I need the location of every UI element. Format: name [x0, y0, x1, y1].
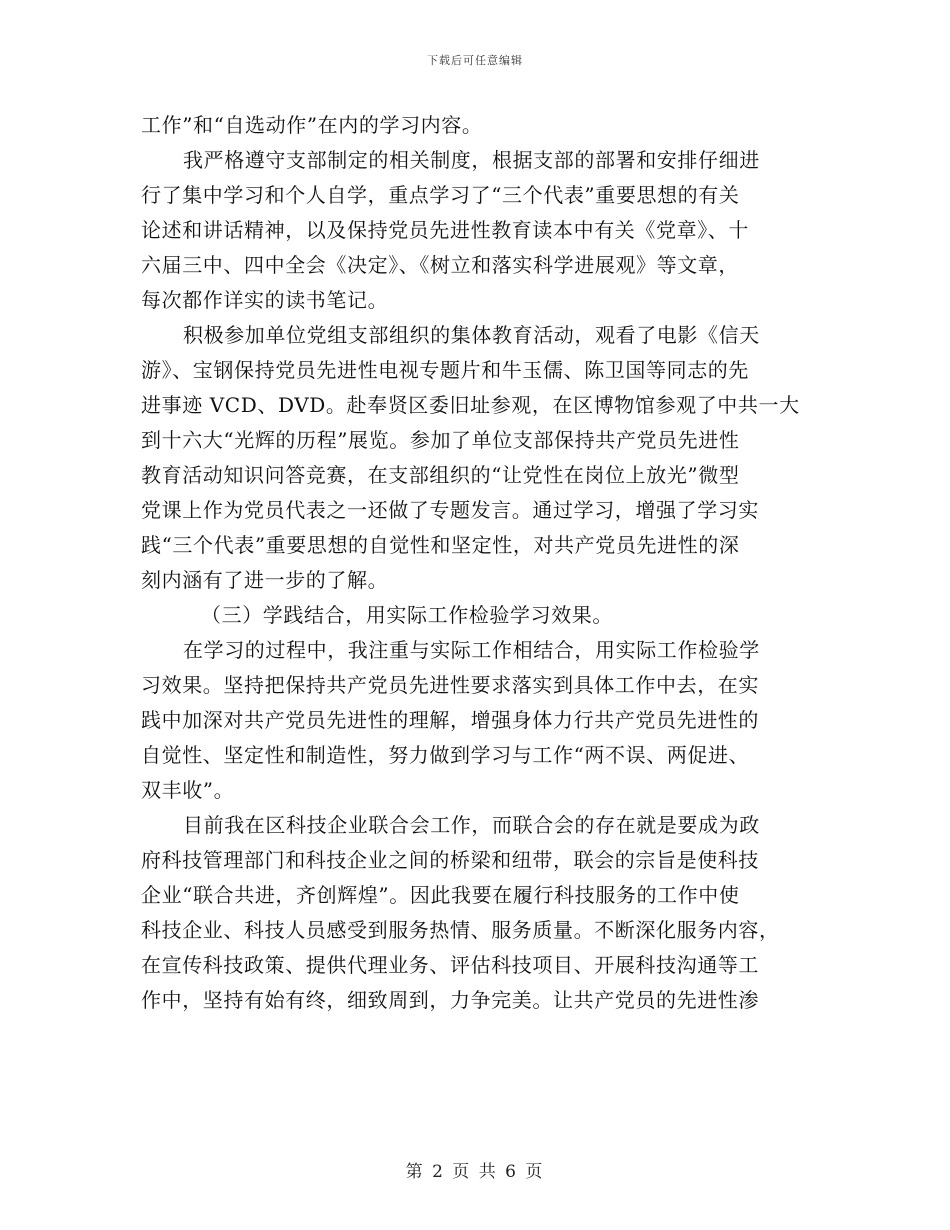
text-line: 在宣传科技政策、提供代理业务、评估科技项目、开展科技沟通等工 [141, 953, 759, 977]
text-line: 六届三中、四中全会《决定》、《树立和落实科学进展观》等文章， [141, 253, 739, 277]
text-line: 自觉性、坚定性和制造性，努力做到学习与工作“两不误、两促进、 [141, 743, 750, 767]
paragraph-start-line: 在学习的过程中，我注重与实际工作相结合，用实际工作检验学 [183, 638, 760, 662]
text-line: 作中，坚持有始有终，细致周到，力争完美。让共产党员的先进性渗 [141, 988, 759, 1012]
text-line: 论述和讲话精神，以及保持党员先进性教育读本中有关《党章》、十 [141, 218, 749, 242]
text-line: 到十六大“光辉的历程”展览。参加了单位支部保持共产党员先进性 [141, 428, 740, 452]
paragraph-start-line: 积极参加单位党组支部组织的集体教育活动，观看了电影《信天 [183, 323, 760, 347]
text-line: 游》、宝钢保持党员先进性电视专题片和牛玉儒、陈卫国等同志的先 [141, 358, 749, 382]
text-line: 工作”和“自选动作”在内的学习内容。 [141, 113, 483, 137]
text-line: 践中加深对共产党员先进性的理解，增强身体力行共产党员先进性的 [141, 708, 759, 732]
document-body [141, 108, 803, 1018]
text-line: 习效果。坚持把保持共产党员先进性要求落实到具体工作中去，在实 [141, 673, 759, 697]
text-line: 双丰收”。 [141, 778, 235, 802]
text-line: 党课上作为党员代表之一还做了专题发言。通过学习，增强了学习实 [141, 498, 759, 522]
page-number-footer: 第 2 页 共 6 页 [405, 1162, 545, 1182]
paragraph-start-line: 目前我在区科技企业联合会工作，而联合会的存在就是要成为政 [183, 813, 760, 837]
text-line: 刻内涵有了进一步的了解。 [141, 568, 389, 592]
text-line: 进事迹 VCD、DVD。赴奉贤区委旧址参观，在区博物馆参观了中共一大 [141, 393, 800, 417]
text-line: 行了集中学习和个人自学，重点学习了“三个代表”重要思想的有关 [141, 183, 740, 207]
text-line: 企业“联合共进，齐创辉煌”。因此我要在履行科技服务的工作中使 [141, 883, 740, 907]
text-line: 践“三个代表”重要思想的自觉性和坚定性，对共产党员先进性的深 [141, 533, 740, 557]
text-line: 科技企业、科技人员感受到服务热情、服务质量。不断深化服务内容， [141, 918, 780, 942]
text-line: 教育活动知识问答竞赛，在支部组织的“让党性在岗位上放光”微型 [141, 463, 740, 487]
section-heading: （三）学践结合，用实际工作检验学习效果。 [201, 603, 613, 627]
text-line: 每次都作详实的读书笔记。 [141, 288, 389, 312]
paragraph-start-line: 我严格遵守支部制定的相关制度，根据支部的部署和安排仔细进 [183, 148, 760, 172]
text-line: 府科技管理部门和科技企业之间的桥梁和纽带，联会的宗旨是使科技 [141, 848, 759, 872]
page-header: 下载后可任意编辑 [427, 54, 523, 67]
